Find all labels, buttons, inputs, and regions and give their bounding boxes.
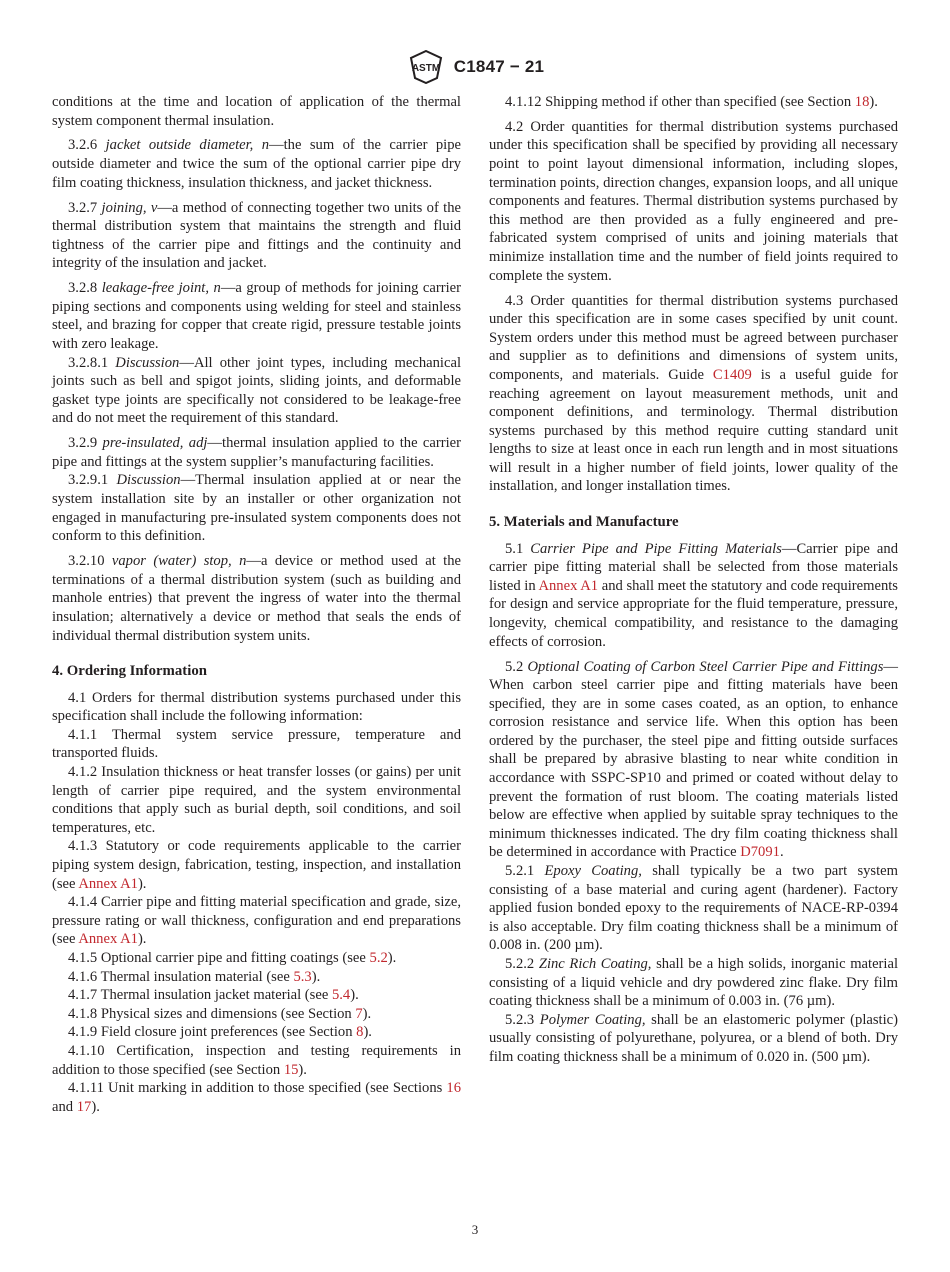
paragraph-3-2-7: 3.2.7 joining, v—a method of connecting together two units of the thermal distribution system that maintains the strength and fluid tightness of the carrier pipe and fittings and the continuity and integrity of the insulation and jacket. — [52, 199, 461, 272]
term: pre-insulated, adj — [102, 435, 208, 452]
paragraph-3-2-8: 3.2.8 leakage-free joint, n—a group of methods for joining carrier piping sections and components using welding for steel and stainless steel, and brazing for copper that create rigid, pressure testable joints with zero leakage. — [52, 280, 462, 353]
right-column — [489, 93, 898, 1067]
section-17-link[interactable]: 17 — [76, 1098, 92, 1115]
paragraph-4-3: 4.3 Order quantities for thermal distribution systems purchased under this specification are in some cases specified by unit count. System orders under this method must be agreed between purchaser and supplier as to definitions and dimensions of system units, components, and materials. Guide C1409 is a useful guide for reaching agreement on layout measurement methods, unit and component definitions, and terminology. Thermal distribution systems purchased by this method require cutting standard unit lengths to size at least once in each run length and in most situations will result in a higher number of field joints, lower quality of the installation, and longer installation times. — [489, 292, 898, 495]
paragraph-3-2-8-1: 3.2.8.1 Discussion—All other joint types, including mechanical joints such as bell and spigot joints, sliding joints, and deformable gasket type joints are specifically not considered to be leakage-free and do not meet the requirement of this standard. — [52, 354, 462, 427]
term: joining, v — [101, 199, 158, 216]
section-15-link[interactable]: 15 — [283, 1061, 299, 1078]
term: Carrier Pipe and Pipe Fitting Materials — [530, 540, 782, 557]
paragraph-3-2-9-1: 3.2.9.1 Discussion—Thermal insulation applied at or near the system installation site by an installer or other organization not engaged in manufacturing pre-insulated system components does not conform to this definition. — [52, 472, 461, 545]
paragraph-4-1-6: 4.1.6 Thermal insulation material (see 5.3). — [68, 968, 321, 985]
section-7-link[interactable]: 7 — [355, 1005, 363, 1022]
term: Zinc Rich Coating, — [538, 956, 652, 973]
paragraph-4-1-10: 4.1.10 Certification, inspection and testing requirements in addition to those specified (see Section 15). — [52, 1042, 461, 1078]
paragraph-4-1-3: 4.1.3 Statutory or code requirements applicable to the carrier piping system design, fabrication, testing, inspection, and installation (see Annex A1). — [52, 838, 461, 892]
term: Polymer Coating, — [539, 1011, 646, 1028]
astm-logo-text: ASTM — [411, 63, 440, 74]
astm-logo-icon — [406, 50, 446, 84]
term: leakage-free joint, n — [101, 280, 221, 297]
term: jacket outside diameter, n — [105, 137, 270, 154]
annex-a1-link[interactable]: Annex A1 — [78, 875, 138, 892]
paragraph-5-2-3: 5.2.3 Polymer Coating, shall be an elastomeric polymer (plastic) usually consisting of polyurethane, polyurea, or a blend of both. Dry film coating thickness shall be a minimum of 0.020 in. (500 µm). — [489, 1011, 898, 1065]
term: Optional Coating of Carbon Steel Carrier Pipe and Fittings — [527, 658, 884, 675]
annex-a1-link[interactable]: Annex A1 — [538, 577, 599, 594]
paragraph-4-1-8: 4.1.8 Physical sizes and dimensions (see Section 7). — [68, 1005, 372, 1022]
term: Discussion — [115, 354, 180, 371]
paragraph-4-1-5: 4.1.5 Optional carrier pipe and fitting coatings (see 5.2). — [68, 950, 397, 967]
annex-a1-link[interactable]: Annex A1 — [78, 931, 138, 948]
paragraph-4-1-11: 4.1.11 Unit marking in addition to those specified (see Sections 16 and 17). — [52, 1080, 461, 1115]
section-5-heading: 5. Materials and Manufacture — [489, 514, 679, 531]
term: Discussion — [116, 472, 181, 489]
section-5-3-link[interactable]: 5.3 — [293, 968, 312, 985]
paragraph-4-2: 4.2 Order quantities for thermal distribution systems purchased under this specification shall be specified by providing all necessary point to point layout dimensional information, including slopes, termination points, direction changes, expansion loops, and all unique components and features. Thermal distribution systems purchased by this method are then provided as a fully engineered and pre-fabricated system comprised of units and joining materials that minimize installation time and the number of field joints required to complete the system. — [489, 118, 898, 284]
section-8-link[interactable]: 8 — [356, 1024, 364, 1041]
document-number: C1847 − 21 — [453, 57, 545, 76]
paragraph-4-1-2: 4.1.2 Insulation thickness or heat transfer losses (or gains) per unit length of carrier pipe required, and the system environmental conditions that apply such as burial depth, soil conditions, and soil temperatures, etc. — [52, 764, 461, 836]
paragraph-continued: conditions at the time and location of application of the thermal system component thermal insulation. — [52, 94, 461, 129]
section-4-heading: 4. Ordering Information — [52, 663, 207, 680]
c1409-link[interactable]: C1409 — [712, 366, 752, 383]
paragraph-4-1-9: 4.1.9 Field closure joint preferences (see Section 8). — [68, 1024, 372, 1041]
paragraph-5-1: 5.1 Carrier Pipe and Pipe Fitting Materials—Carrier pipe and carrier pipe fitting material shall be selected from those materials listed in Annex A1 and shall meet the statutory and code requirements for design and service appropriate for the fluid temperature, pressure, longevity, chemical compatibility, and resistance to the damaging effects of corrosion. — [489, 540, 898, 650]
page-number: 3 — [471, 1222, 479, 1237]
section-18-link[interactable]: 18 — [854, 94, 870, 110]
paragraph-3-2-6: 3.2.6 jacket outside diameter, n—the sum of the carrier pipe outside diameter and twice the sum of the optional carrier pipe dry film coating thickness, insulation thickness, and jacket thickness. — [52, 137, 461, 191]
section-5-4-link[interactable]: 5.4 — [331, 987, 351, 1004]
paragraph-4-1-1: 4.1.1 Thermal system service pressure, temperature and transported fluids. — [52, 726, 461, 762]
page-header — [0, 50, 950, 84]
section-5-2-link[interactable]: 5.2 — [369, 950, 388, 967]
term: vapor (water) stop, n — [111, 553, 247, 570]
left-column — [52, 93, 461, 1116]
section-16-link[interactable]: 16 — [446, 1080, 461, 1097]
paragraph-4-1-4: 4.1.4 Carrier pipe and fitting material specification and grade, size, pressure rating or wall thickness, configuration and end preparations (see Annex A1). — [52, 894, 461, 948]
term: Epoxy Coating, — [544, 863, 642, 880]
paragraph-5-2-1: 5.2.1 Epoxy Coating, shall typically be a two part system consisting of a base material and curing agent (hardener). Factory applied fusion bonded epoxy to the requirements of NACE-RP-0394 is also acceptable. Dry film coating thickness shall be a minimum of 0.008 in. (200 µm). — [489, 863, 898, 954]
paragraph-5-2: 5.2 Optional Coating of Carbon Steel Carrier Pipe and Fittings—When carbon steel carrier pipe and fitting materials have been specified, they are in some cases coated, as an option, to enhance corrosion resistance and service life. When this option has been ordered by the purchaser, the steel pipe and fitting outside surfaces shall be prepared by abrasive blasting to near white condition in accordance with SSPC-SP10 and primed or coated without delay to prevent the formation of rust bloom. The coating materials listed below are effective when applied by suitable spray techniques to the minimum thicknesses indicated. The dry film coating thickness shall be determined in accordance with Practice D7091. — [489, 658, 899, 861]
paragraph-4-1: 4.1 Orders for thermal distribution systems purchased under this specification shall include the following information: — [52, 689, 461, 725]
paragraph-5-2-2: 5.2.2 Zinc Rich Coating, shall be a high solids, inorganic material consisting of a liquid vehicle and dry powdered zinc flake. Dry film coating thickness shall be a minimum of 0.003 in. (76 µm). — [489, 956, 899, 1010]
paragraph-4-1-12: 4.1.12 Shipping method if other than specified (see Section 18). — [505, 94, 878, 110]
d7091-link[interactable]: D7091 — [740, 844, 780, 861]
paragraph-4-1-7: 4.1.7 Thermal insulation jacket material (see 5.4). — [68, 987, 359, 1004]
paragraph-3-2-9: 3.2.9 pre-insulated, adj—thermal insulation applied to the carrier pipe and fittings at the system supplier’s manufacturing facilities. — [52, 435, 461, 470]
paragraph-3-2-10: 3.2.10 vapor (water) stop, n—a device or method used at the terminations of a thermal distribution system (such as building and manhole entries) that prevent the ingress of water into the thermal insulation; alternatively a device or method that seals the ends of individual thermal distribution system units. — [52, 553, 461, 644]
